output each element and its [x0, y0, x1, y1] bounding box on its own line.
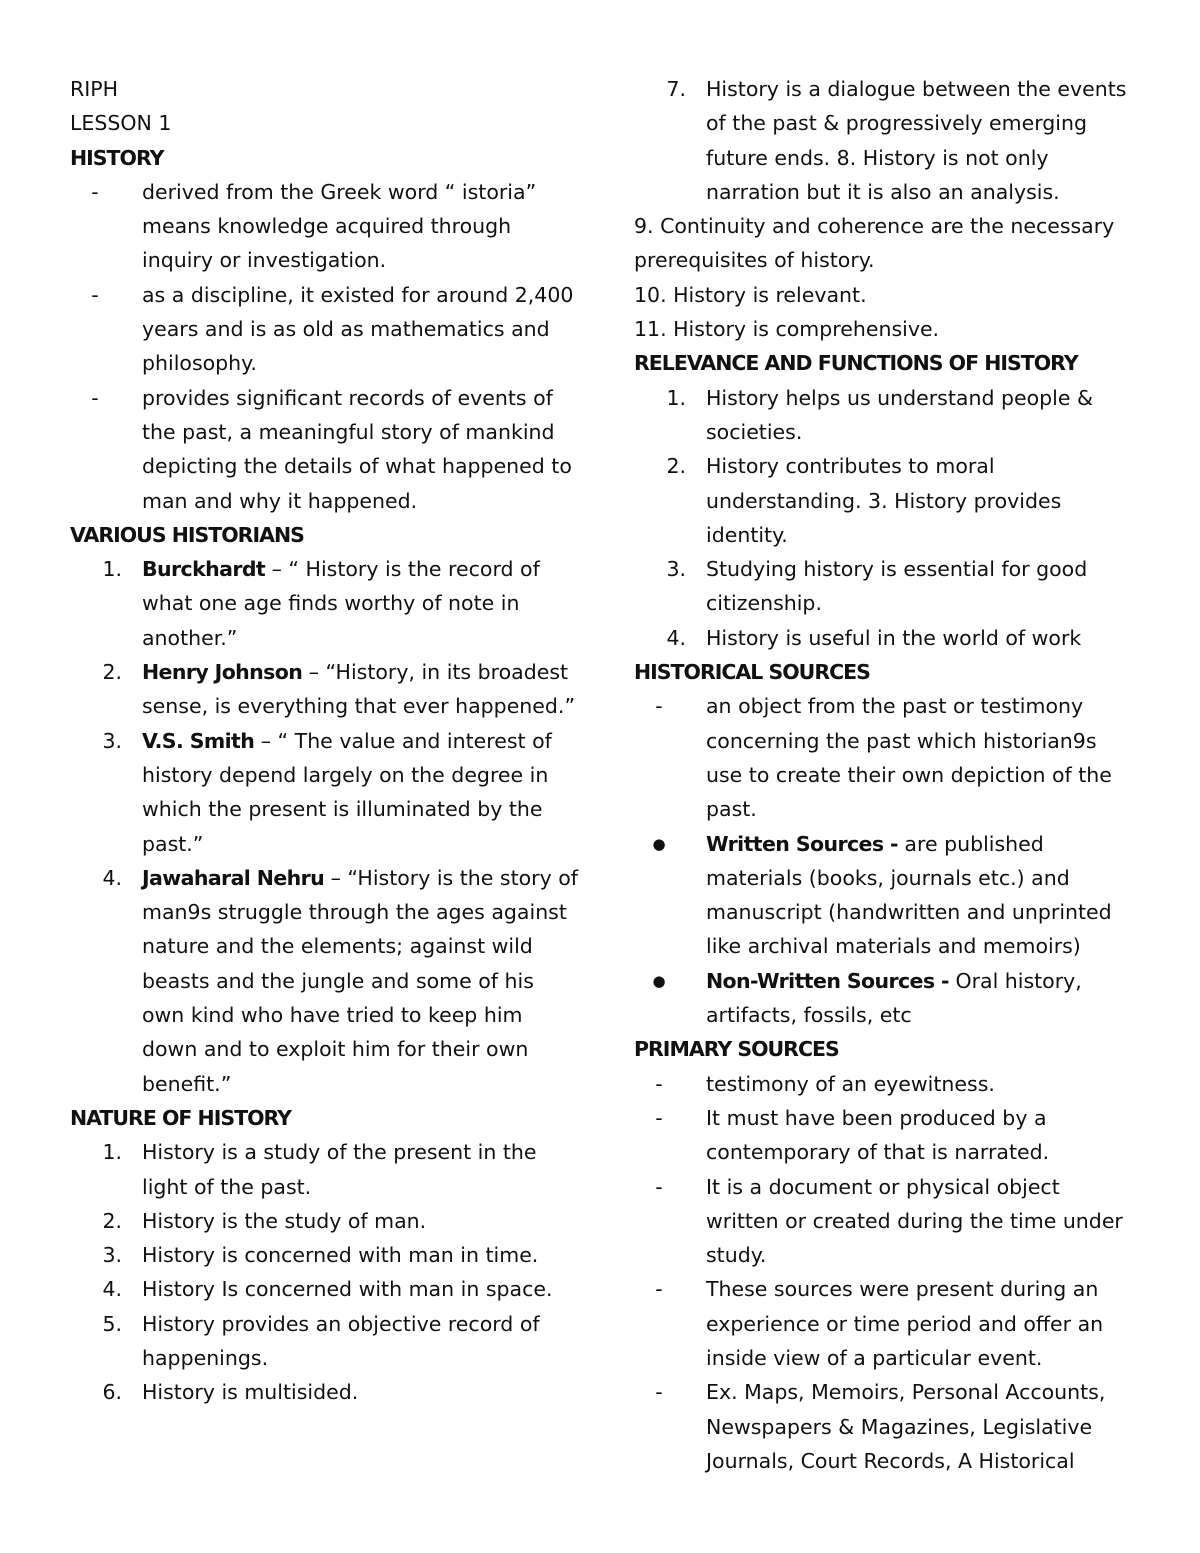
list-item: - Ex. Maps, Memoirs, Personal Accounts, Newspapers & Magazines, Legislative Journals, Court Records, A Historical — [655, 1380, 1106, 1473]
heading-relevance-functions: RELEVANCE AND FUNCTIONS OF HISTORY — [634, 351, 1078, 376]
list-item: - an object from the past or testimony concerning the past which historian9s use to create their own depiction of the past. — [655, 694, 1112, 822]
list-item: 2. Henry Johnson – “History, in its broadest sense, is everything that ever happened.” — [102, 660, 576, 719]
list-item: - derived from the Greek word “ istoria” means knowledge acquired through inquiry or investigation. — [91, 179, 537, 273]
list-item: 4. History Is concerned with man in space. — [102, 1277, 553, 1302]
list-item: ● Written Sources - are published materials (books, journals etc.) and manuscript (handwritten and unprinted like archival materials and memoirs) — [634, 827, 1134, 964]
nature-list — [70, 1135, 580, 1409]
heading-nature-of-history: NATURE OF HISTORY — [70, 1105, 292, 1130]
left-column — [70, 72, 580, 1410]
list-item: 4. History is useful in the world of work — [666, 625, 1082, 650]
bullet-icon: ● — [652, 834, 666, 853]
nature-item-10: 10. History is relevant. — [634, 282, 867, 307]
historian-name: V.S. Smith — [142, 728, 255, 753]
historian-name: Burckhardt — [142, 557, 266, 582]
heading-history: HISTORY — [70, 145, 164, 170]
heading-various-historians: VARIOUS HISTORIANS — [70, 522, 304, 547]
list-item: - provides significant records of events of the past, a meaningful story of mankind depicting the details of what happened to man and why it happened. — [91, 385, 572, 513]
doc-title: RIPH — [70, 77, 119, 101]
historian-name: Jawaharal Nehru — [142, 865, 325, 890]
list-item: 2. History is the study of man. — [102, 1208, 427, 1233]
list-item: 3. History is concerned with man in time. — [102, 1243, 539, 1268]
list-item: ● Non-Written Sources - Oral history, artifacts, fossils, etc — [634, 964, 1134, 1033]
heading-historical-sources: HISTORICAL SOURCES — [634, 660, 870, 685]
list-item: 1. History helps us understand people & societies. — [666, 385, 1093, 444]
list-item: 6. History is multisided. — [102, 1380, 359, 1405]
historian-name: Henry Johnson — [142, 660, 303, 685]
history-list — [70, 175, 580, 518]
list-item: 4. Jawaharal Nehru – “History is the story of man9s struggle through the ages against nature and the elements; against wild beasts and the jungle and some of his own kind who have tried to keep him down and to exploit him for their own benefit.” — [102, 865, 579, 1096]
list-item: - It must have been produced by a contemporary of that is narrated. — [655, 1105, 1050, 1165]
list-item: - as a discipline, it existed for around 2,400 years and is as old as mathematics and philosophy. — [91, 282, 574, 376]
nature-item-11: 11. History is comprehensive. — [634, 317, 940, 342]
list-item: 3. Studying history is essential for good citizenship. — [666, 557, 1088, 616]
nature-list-continued — [634, 72, 1134, 209]
list-item: 2. History contributes to moral understanding. 3. History provides identity. — [666, 454, 1062, 547]
bullet-icon: ● — [652, 971, 666, 990]
list-item: 3. V.S. Smith – “ The value and interest of history depend largely on the degree in which the present is illuminated by the past.” — [102, 728, 552, 856]
primary-list — [634, 1067, 1134, 1479]
list-item: 7. History is a dialogue between the events of the past & progressively emerging future ends. 8. History is not only narration but it is also an analysis. — [666, 77, 1127, 204]
list-item: 5. History provides an objective record of happenings. — [102, 1311, 540, 1370]
list-item: 1. History is a study of the present in the light of the past. — [102, 1140, 537, 1199]
right-column — [634, 72, 1134, 1478]
lesson-label: LESSON 1 — [70, 111, 172, 136]
heading-primary-sources: PRIMARY SOURCES — [634, 1037, 839, 1062]
list-item: - These sources were present during an experience or time period and offer an inside view of a particular event. — [655, 1277, 1104, 1370]
list-item: 1. Burckhardt – “ History is the record of what one age finds worthy of note in another.” — [102, 557, 540, 650]
sources-list — [634, 689, 1134, 1032]
historians-list — [70, 552, 580, 1101]
list-item: - testimony of an eyewitness. — [655, 1071, 995, 1096]
nature-item-9: 9. Continuity and coherence are the necessary prerequisites of history. — [634, 214, 1115, 273]
relevance-list — [634, 381, 1134, 655]
list-item: - It is a document or physical object written or created during the time under study. — [655, 1174, 1123, 1268]
